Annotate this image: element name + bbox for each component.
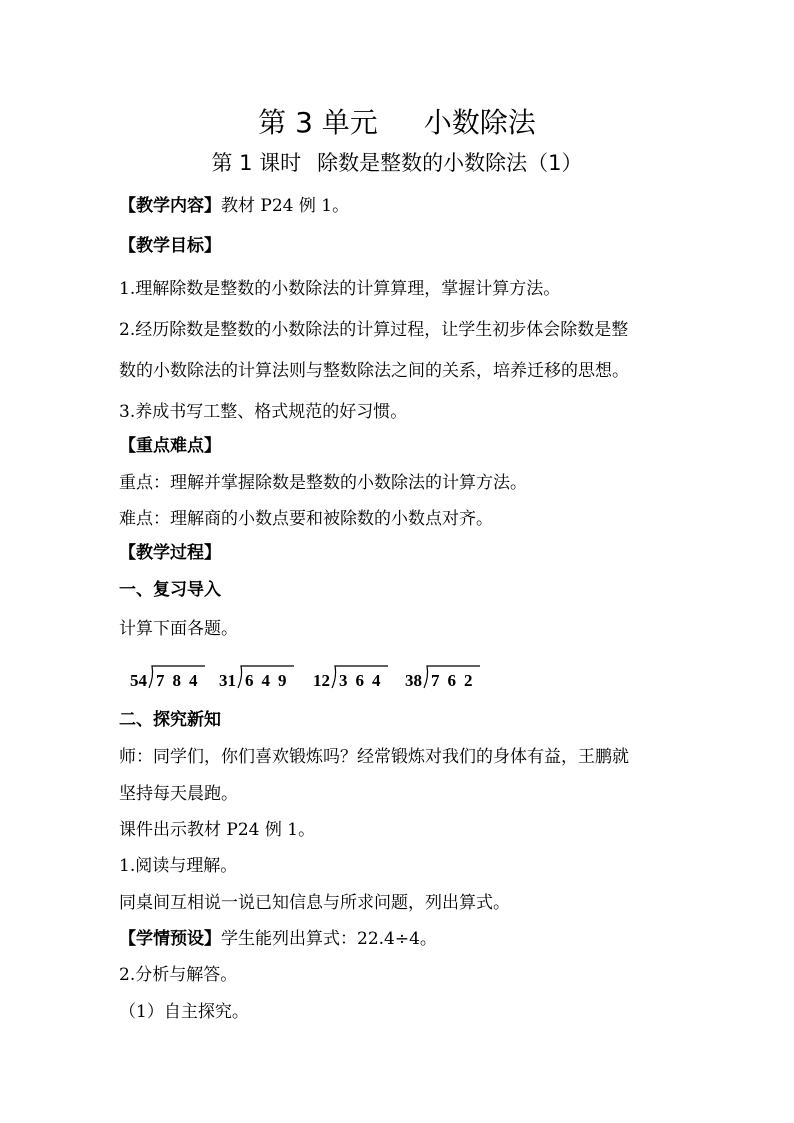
goal-item-2-line-1: 2.经历除数是整数的小数除法的计算过程，让学生初步体会除数是整: [119, 320, 629, 340]
lesson-subtitle: [0, 147, 794, 177]
teaching-content-text: 教材 P24 例 1。: [221, 196, 350, 216]
section-review: 一、复习导入: [119, 580, 221, 600]
goal-item-2-line-2: 数的小数除法的计算法则与整数除法之间的关系，培养迁移的思想。: [119, 361, 629, 381]
teacher-line-2: 坚持每天晨跑。: [119, 784, 238, 804]
goal-item-1: 1.理解除数是整数的小数除法的计算算理，掌握计算方法。: [119, 279, 561, 299]
unit-name: 小数除法: [423, 106, 536, 139]
courseware-line: 课件出示教材 P24 例 1。: [119, 820, 316, 840]
divisor: 31: [219, 671, 236, 690]
goals-heading: 【教学目标】: [119, 236, 221, 256]
unit-number: 第 3 单元: [258, 106, 378, 139]
divisor: 38: [405, 671, 422, 690]
step-1-text: 同桌间互相说一说已知信息与所求问题，列出算式。: [119, 893, 510, 913]
step-2-sub: （1）自主探究。: [119, 1002, 249, 1022]
key-point: 重点：理解并掌握除数是整数的小数除法的计算方法。: [119, 473, 527, 493]
keypoints-heading: 【重点难点】: [119, 436, 221, 456]
dividend: 784: [156, 671, 206, 690]
unit-title: [0, 101, 794, 141]
student-presets: [119, 931, 437, 948]
teaching-content: [119, 198, 349, 215]
review-intro: 计算下面各题。: [119, 619, 238, 639]
step-2: 2.分析与解答。: [119, 965, 238, 985]
lesson-number: 第 1 课时: [211, 151, 302, 175]
presets-text: 学生能列出算式：22.4÷4。: [221, 929, 437, 949]
dividend: 649: [245, 671, 295, 690]
dividend: 364: [339, 671, 389, 690]
teacher-line-1: 师：同学们，你们喜欢锻炼吗？经常锻炼对我们的身体有益，王鹏就: [119, 747, 629, 767]
section-explore: 二、探究新知: [119, 710, 221, 730]
presets-label: 【学情预设】: [119, 929, 221, 949]
divisor: 54: [130, 671, 147, 690]
divisor: 12: [313, 671, 330, 690]
step-1: 1.阅读与理解。: [119, 856, 238, 876]
teaching-content-label: 【教学内容】: [119, 196, 221, 216]
lesson-topic: 除数是整数的小数除法（1）: [317, 151, 583, 175]
dividend: 762: [431, 671, 481, 690]
goal-item-3: 3.养成书写工整、格式规范的好习惯。: [119, 402, 408, 422]
difficulty-point: 难点：理解商的小数点要和被除数的小数点对齐。: [119, 509, 493, 529]
process-heading: 【教学过程】: [119, 543, 221, 563]
